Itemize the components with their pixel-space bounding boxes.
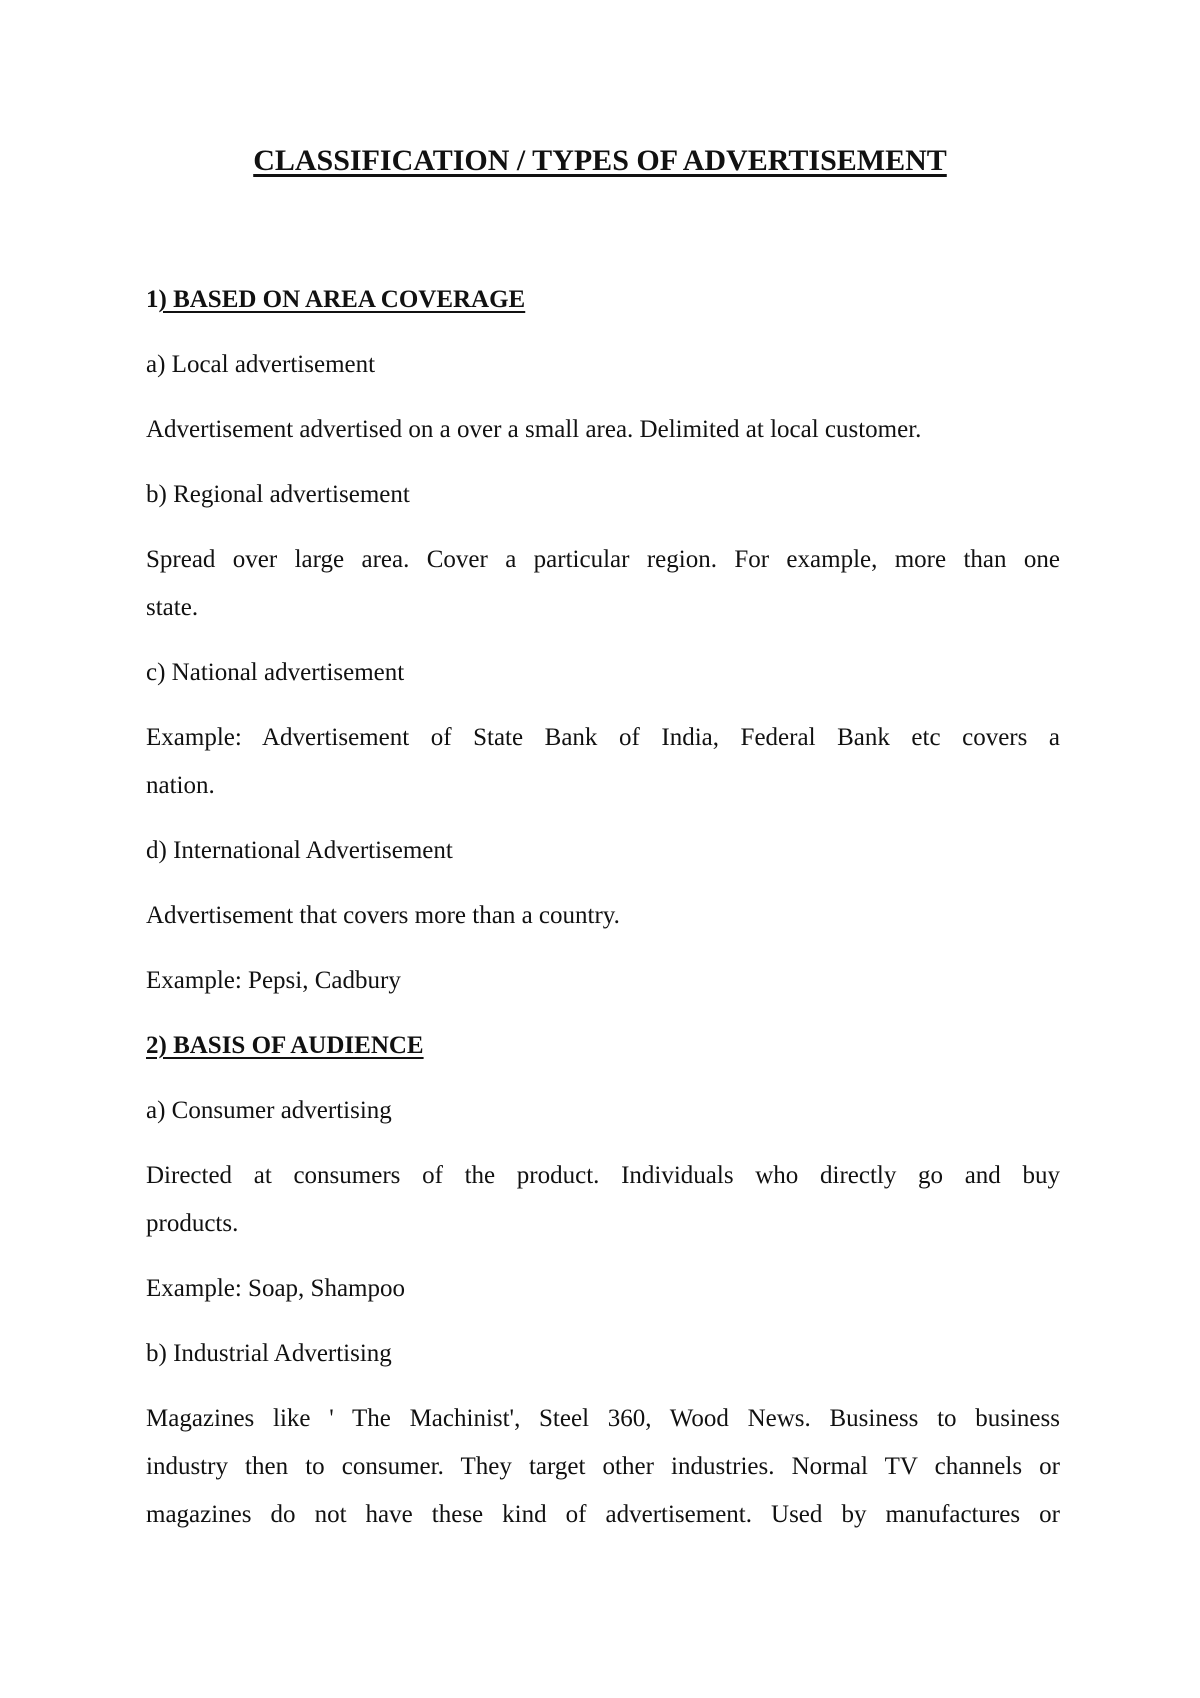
item-text-local: Advertisement advertised on a over a small area. Delimited at local customer. [146, 416, 922, 443]
section-heading-area-coverage [146, 284, 1060, 316]
section-heading-text: ) BASED ON AREA COVERAGE [158, 286, 526, 313]
item-text-national-line-2: nation. [146, 772, 215, 799]
item-text-national-line-1: Example: Advertisement of State Bank of India, Federal Bank etc covers a [146, 724, 1060, 751]
section-number: 1 [146, 286, 159, 313]
item-label-consumer: a) Consumer advertising [146, 1097, 392, 1124]
page-title: CLASSIFICATION / TYPES OF ADVERTISEMENT [253, 144, 947, 177]
item-label-local: a) Local advertisement [146, 351, 376, 378]
item-text-regional-line-1: Spread over large area. Cover a particular region. For example, more than one [146, 546, 1060, 573]
item-text-consumer-line-1: Directed at consumers of the product. Individuals who directly go and buy [146, 1162, 1060, 1189]
item-label-national: c) National advertisement [146, 659, 405, 686]
item-text-consumer-line-3: Example: Soap, Shampoo [146, 1275, 405, 1302]
section-heading-audience: 2) BASIS OF AUDIENCE [146, 1032, 424, 1059]
item-label-international: d) International Advertisement [146, 837, 453, 864]
item-text-consumer-line-2: products. [146, 1210, 239, 1237]
item-text-industrial-line-2: industry then to consumer. They target other industries. Normal TV channels or [146, 1453, 1060, 1480]
item-label-regional: b) Regional advertisement [146, 481, 410, 508]
item-text-international-line-2: Example: Pepsi, Cadbury [146, 967, 401, 994]
item-text-industrial-line-3: magazines do not have these kind of advertisement. Used by manufactures or [146, 1501, 1060, 1528]
item-text-regional-line-2: state. [146, 594, 199, 621]
item-text-industrial-line-1: Magazines like ' The Machinist', Steel 360, Wood News. Business to business [146, 1405, 1060, 1432]
item-label-industrial: b) Industrial Advertising [146, 1340, 392, 1367]
item-text-international-line-1: Advertisement that covers more than a country. [146, 902, 620, 929]
